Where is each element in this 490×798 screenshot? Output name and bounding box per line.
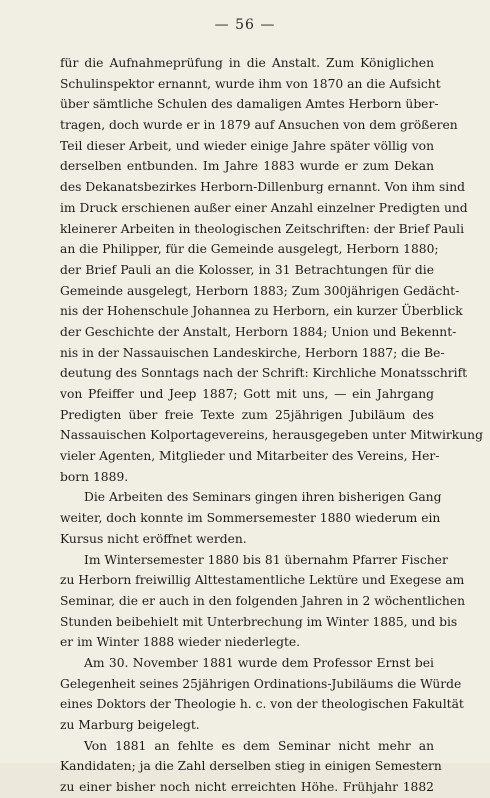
text-line: zu Marburg beigelegt. [60,718,200,732]
text-line: Stunden beibehielt mit Unterbrechung im Winter 1885, und bis [60,614,458,629]
text-line: Teil dieser Arbeit, und wieder einige Jahre später völlig von [60,138,434,153]
text-line: Predigten über freie Texte zum 25jährigen Jubiläum des [60,407,434,422]
text-line: Kandidaten; ja die Zahl derselben stieg in einigen Semestern [60,759,442,774]
text-line: er im Winter 1888 wieder niederlegte. [60,635,301,650]
text-line: von Pfeiffer und Jeep 1887; Gott mit uns, — ein Jahrgang [60,387,434,401]
text-line: tragen, doch wurde er in 1879 auf Ansuchen von dem größeren [60,118,458,133]
text-line: zu Herborn freiwillig Alttestamentliche Lektüre und Exegese am [60,573,465,588]
text-line: Kursus nicht eröffnet werden. [60,531,247,546]
text-line: im Druck erschienen außer einer Anzahl einzelner Predigten und [60,200,468,215]
text-line: vieler Agenten, Mitglieder und Mitarbeiter des Vereins, Her- [60,449,440,464]
text-line: Am 30. November 1881 wurde dem Professor Ernst bei [84,655,434,670]
body-text [60,53,483,798]
text-line: derselben entbunden. Im Jahre 1883 wurde er zum Dekan [60,159,434,174]
text-line: Schulinspektor ernannt, wurde ihm von 1870 an die Aufsicht [60,76,441,91]
text-line: Nassauischen Kolportagevereins, herausgegeben unter Mitwirkung [60,428,483,443]
text-line: nis der Hohenschule Johannea zu Herborn, ein kurzer Überblick [60,304,463,319]
text-line: der Geschichte der Anstalt, Herborn 1884; Union und Bekennt- [60,324,457,339]
text-line: an die Philipper, für die Gemeinde ausgelegt, Herborn 1880; [60,242,439,257]
text-line: für die Aufnahmeprüfung in die Anstalt. Zum Königlichen [60,56,434,70]
text-line: Von 1881 an fehlte es dem Seminar nicht mehr an [84,738,434,753]
text-line: Die Arbeiten des Seminars gingen ihren bisherigen Gang [84,490,442,505]
text-line: Gemeinde ausgelegt, Herborn 1883; Zum 300jährigen Gedächt- [60,283,460,298]
text-line: kleinerer Arbeiten in theologischen Zeitschriften: der Brief Pauli [60,221,465,236]
text-line: Seminar, die er auch in den folgenden Jahren in 2 wöchentlichen [60,593,465,608]
text-line: nis in der Nassauischen Landeskirche, Herborn 1887; die Be- [60,345,445,360]
text-line: Gelegenheit seines 25jährigen Ordinations-Jubiläums die Würde [60,676,462,691]
text-line: des Dekanatsbezirkes Herborn-Dillenburg ernannt. Von ihm sind [60,180,466,195]
text-line: zu einer bisher noch nicht erreichten Höhe. Frühjahr 1882 [60,780,434,795]
text-line: Im Wintersemester 1880 bis 81 übernahm Pfarrer Fischer [84,552,448,567]
text-line: deutung des Sonntags nach der Schrift: Kirchliche Monatsschrift [60,366,468,381]
text-line: der Brief Pauli an die Kolosser, in 31 Betrachtungen für die [60,262,434,277]
text-line: weiter, doch konnte im Sommersemester 1880 wiederum ein [60,511,441,526]
page-number: — 56 — [214,17,276,33]
text-line: über sämtliche Schulen des damaligen Amtes Herborn über- [60,97,439,112]
text-line: born 1889. [60,469,129,484]
text-line: eines Doktors der Theologie h. c. von der theologischen Fakultät [60,697,464,712]
